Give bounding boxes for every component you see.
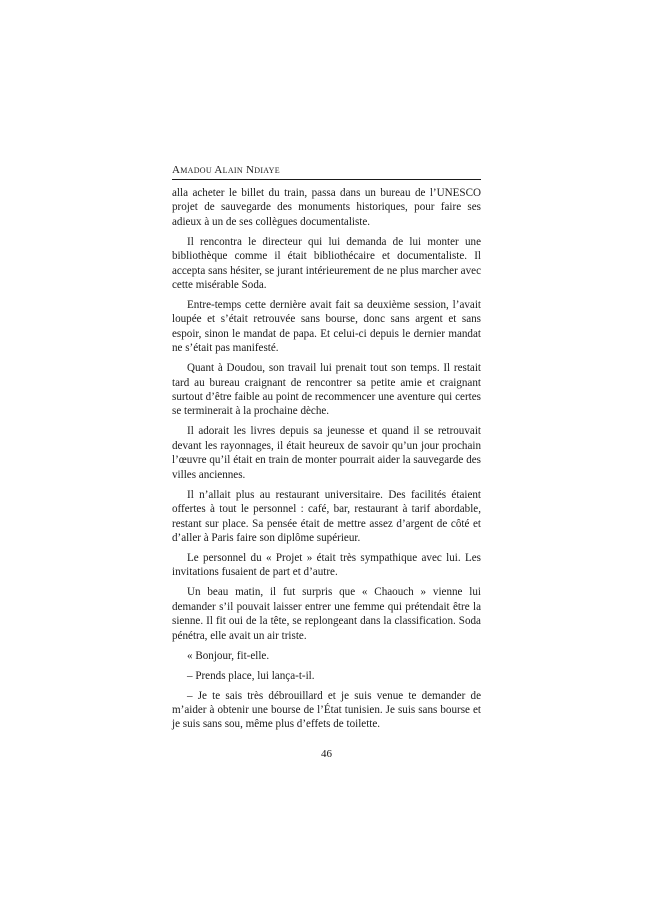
book-page (172, 0, 481, 920)
page-number: 46 (321, 748, 332, 760)
dialogue-line: – Prends place, lui lança-t-il. (187, 669, 315, 682)
paragraph: Il n’allait plus au restaurant universitaire. Des facilités étaient offertes à tout le personnel : café, bar, restaurant à tarif abordable, restant sur place. Sa pensée était de mettre assez d’argent de côté et d’aller à Paris faire son diplôme supérieur. (172, 488, 481, 544)
paragraph: Il rencontra le directeur qui lui demanda de lui monter une bibliothèque comme il était bibliothécaire et documentaliste. Il accepta sans hésiter, se jurant intérieurement de ne plus marcher avec cette misérable Soda. (172, 235, 481, 292)
dialogue-line: « Bonjour, fit-elle. (187, 649, 270, 662)
body-text (172, 186, 481, 737)
paragraph: Le personnel du « Projet » était très sympathique avec lui. Les invitations fusaient de part et d’autre. (172, 551, 481, 579)
paragraph: Un beau matin, il fut surpris que « Chaouch » vienne lui demander s’il pouvait laisser entrer une femme qui prétendait être la sienne. Il fit oui de la tête, se replongeant dans la classification. Soda pénétra, elle avait un air triste. (172, 586, 481, 642)
paragraph: Quant à Doudou, son travail lui prenait tout son temps. Il restait tard au bureau craignant de rencontrer sa petite amie et craignant surtout d’être faible au point de recommencer une aventure qui certes se terminerait à la prochaine dèche. (172, 362, 481, 418)
dialogue-line: – Je te sais très débrouillard et je suis venue te demander de m’aider à obtenir une bourse de l’État tunisien. Je suis sans bourse et je suis sans sou, même plus d’effets de toilette. (172, 689, 481, 731)
running-head: Amadou Alain Ndiaye (172, 163, 481, 180)
paragraph: alla acheter le billet du train, passa dans un bureau de l’UNESCO projet de sauvegarde des monuments historiques, pour faire ses adieux à un de ses collègues documentaliste. (172, 187, 481, 228)
paragraph: Il adorait les livres depuis sa jeunesse et quand il se retrouvait devant les rayonnages, il était heureux de savoir qu’un jour prochain l’œuvre qu’il était en train de monter pourrait aider la sauvegarde des villes anciennes. (172, 425, 481, 481)
paragraph: Entre-temps cette dernière avait fait sa deuxième session, l’avait loupée et s’était retrouvée sans bourse, donc sans argent et sans espoir, sinon le mandat de papa. Et celui-ci depuis le dernier mandat ne s’était pas manifesté. (172, 299, 481, 355)
